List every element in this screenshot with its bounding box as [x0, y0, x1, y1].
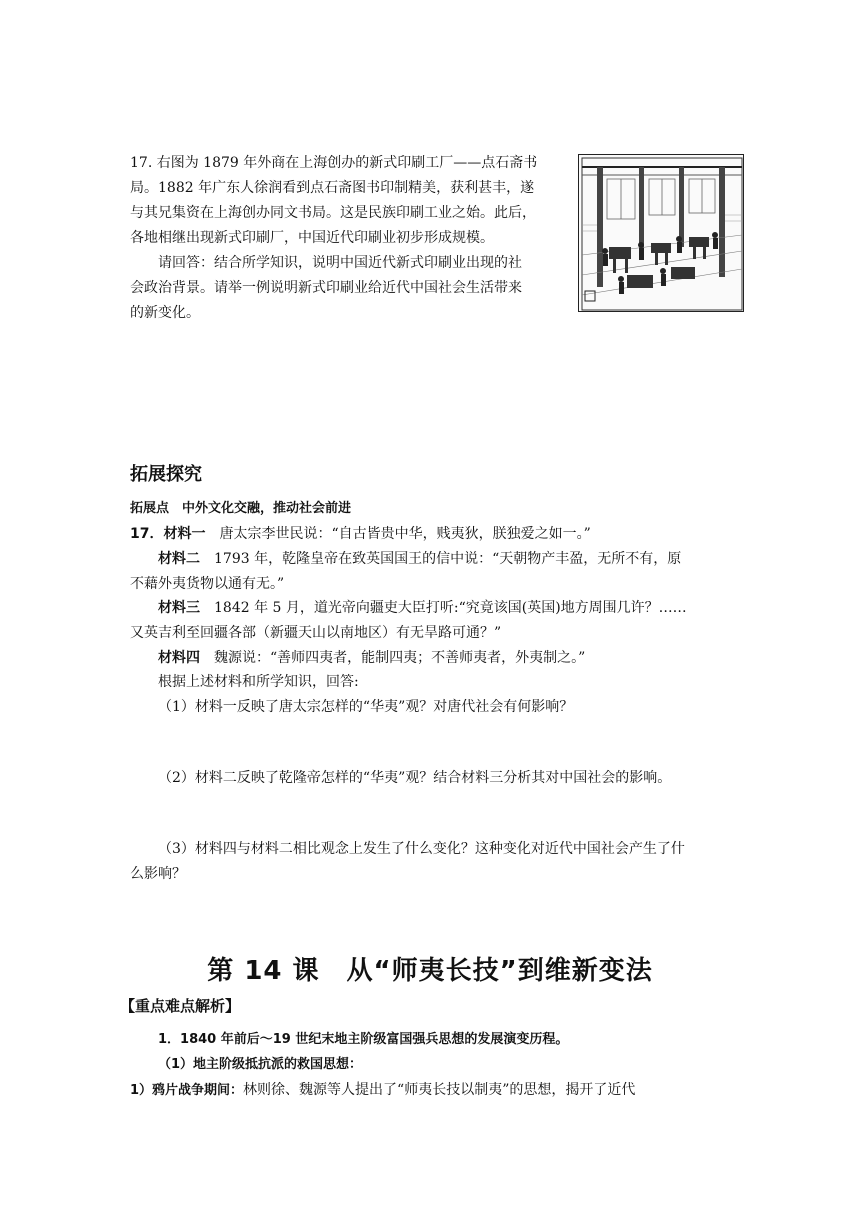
- item-1-text: 林则徐、魏源等人提出了“师夷长技以制夷”的思想，揭开了近代: [243, 1082, 636, 1098]
- q17a-line-6: 会政治背景。请举一例说明新式印刷业给近代中国社会生活带来: [130, 280, 522, 296]
- material-1-label: 17．材料一: [130, 526, 206, 542]
- material-4-label: 材料四: [158, 650, 200, 666]
- printing-factory-illustration: [578, 154, 744, 312]
- material-3-text: 1842 年 5 月，道光帝向疆吏大臣打听:“究竟该国(英国)地方周围几许？……: [200, 600, 687, 616]
- material-3-cont: 又英吉利至回疆各部（新疆天山以南地区）有无旱路可通？”: [130, 625, 502, 641]
- item-1: [130, 1080, 635, 1101]
- q17a-line-7: 的新变化。: [130, 305, 200, 321]
- section-subtitle: 拓展点 中外文化交融，推动社会前进: [130, 501, 352, 516]
- material-3: [158, 598, 687, 618]
- q17a-line-5: 请回答：结合所学知识，说明中国近代新式印刷业出现的社: [158, 255, 522, 271]
- material-2: [158, 549, 681, 569]
- q17a-line-3: 与其兄集资在上海创办同文书局。这是民族印刷工业之始。此后，: [130, 205, 536, 221]
- key-point-1: 1．1840 年前后～19 世纪末地主阶级富国强兵思想的发展演变历程。: [158, 1032, 569, 1047]
- q17a-line-1: 17. 右图为 1879 年外商在上海创办的新式印刷工厂——点石斋书: [130, 155, 538, 171]
- q17a-line-2: 局。1882 年广东人徐润看到点石斋图书印制精美，获利甚丰，遂: [130, 180, 535, 196]
- question-prompt: 根据上述材料和所学知识，回答:: [158, 674, 359, 690]
- sub-question-1: （1）材料一反映了唐太宗怎样的“华夷”观？对唐代社会有何影响？: [158, 699, 574, 715]
- sub-question-3: （3）材料四与材料二相比观念上发生了什么变化？这种变化对近代中国社会产生了什: [158, 841, 685, 857]
- item-1-label: 1）鸦片战争期间：: [130, 1083, 244, 1098]
- material-1: [130, 524, 591, 544]
- lesson-title: 第 14 课 从“师夷长技”到维新变法: [207, 956, 653, 986]
- material-2-cont: 不藉外夷货物以通有无。”: [130, 576, 285, 592]
- material-2-text: 1793 年，乾隆皇帝在致英国国王的信中说：“天朝物产丰盈，无所不有，原: [200, 551, 682, 567]
- material-4: [158, 648, 585, 668]
- section-title: 拓展探究: [130, 464, 202, 485]
- material-3-label: 材料三: [158, 600, 200, 616]
- analysis-heading: 【重点难点解析】: [120, 997, 241, 1015]
- key-point-1-sub: （1）地主阶级抵抗派的救国思想：: [158, 1057, 363, 1072]
- material-2-label: 材料二: [158, 551, 200, 567]
- material-4-text: 魏源说：“善师四夷者，能制四夷；不善师夷者，外夷制之。”: [200, 650, 586, 666]
- q17a-line-4: 各地相继出现新式印刷厂，中国近代印刷业初步形成规模。: [130, 230, 494, 246]
- sub-question-2: （2）材料二反映了乾隆帝怎样的“华夷”观？结合材料三分析其对中国社会的影响。: [158, 770, 672, 786]
- sub-question-3-cont: 么影响？: [130, 866, 186, 882]
- material-1-text: 唐太宗李世民说：“自古皆贵中华，贱夷狄，朕独爱之如一。”: [205, 526, 591, 542]
